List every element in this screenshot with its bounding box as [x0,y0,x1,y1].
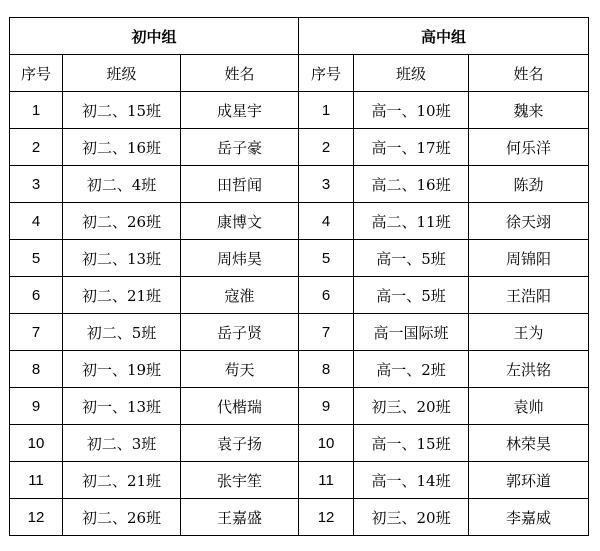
junior-no-cell: 8 [10,351,63,388]
senior-no-cell: 10 [299,425,354,462]
senior-name-cell: 林荣昊 [469,425,589,462]
junior-class-cell: 初二、4班 [63,166,181,203]
junior-name-cell: 成星宇 [181,92,299,129]
junior-name-cell: 代楷瑞 [181,388,299,425]
junior-class-cell: 初一、19班 [63,351,181,388]
senior-no-cell: 9 [299,388,354,425]
junior-group-title: 初中组 [10,18,299,55]
column-header-row [10,55,589,92]
junior-no-cell: 10 [10,425,63,462]
junior-name-cell: 袁子扬 [181,425,299,462]
senior-no-cell: 12 [299,499,354,536]
senior-header-name: 姓名 [469,55,589,92]
junior-name-cell: 王嘉盛 [181,499,299,536]
junior-class-cell: 初二、21班 [63,462,181,499]
roster-body [10,18,589,536]
junior-name-cell: 周炜昊 [181,240,299,277]
senior-name-cell: 王浩阳 [469,277,589,314]
junior-no-cell: 3 [10,166,63,203]
senior-class-cell: 高一、17班 [354,129,469,166]
senior-name-cell: 徐天翊 [469,203,589,240]
senior-class-cell: 高一国际班 [354,314,469,351]
junior-name-cell: 康博文 [181,203,299,240]
senior-class-cell: 高一、2班 [354,351,469,388]
senior-name-cell: 郭环道 [469,462,589,499]
junior-class-cell: 初二、13班 [63,240,181,277]
table-row [10,388,589,425]
junior-class-cell: 初二、3班 [63,425,181,462]
group-title-row [10,18,589,55]
senior-no-cell: 3 [299,166,354,203]
table-row [10,314,589,351]
senior-name-cell: 何乐洋 [469,129,589,166]
junior-no-cell: 6 [10,277,63,314]
table-row [10,462,589,499]
senior-class-cell: 高一、14班 [354,462,469,499]
junior-no-cell: 4 [10,203,63,240]
junior-no-cell: 7 [10,314,63,351]
table-row [10,499,589,536]
senior-class-cell: 高一、10班 [354,92,469,129]
junior-name-cell: 田哲闻 [181,166,299,203]
senior-no-cell: 11 [299,462,354,499]
junior-no-cell: 9 [10,388,63,425]
table-row [10,166,589,203]
senior-name-cell: 周锦阳 [469,240,589,277]
junior-no-cell: 12 [10,499,63,536]
senior-class-cell: 高一、5班 [354,240,469,277]
table-row [10,277,589,314]
senior-no-cell: 7 [299,314,354,351]
table-row [10,240,589,277]
senior-class-cell: 高一、15班 [354,425,469,462]
junior-class-cell: 初二、26班 [63,203,181,240]
senior-no-cell: 5 [299,240,354,277]
junior-class-cell: 初二、5班 [63,314,181,351]
senior-name-cell: 陈劲 [469,166,589,203]
senior-name-cell: 李嘉威 [469,499,589,536]
junior-name-cell: 寇淮 [181,277,299,314]
table-row [10,203,589,240]
table-row [10,425,589,462]
senior-class-cell: 初三、20班 [354,388,469,425]
senior-class-cell: 高二、11班 [354,203,469,240]
junior-no-cell: 11 [10,462,63,499]
senior-no-cell: 8 [299,351,354,388]
roster-table [9,17,589,536]
senior-header-no: 序号 [299,55,354,92]
junior-no-cell: 2 [10,129,63,166]
senior-name-cell: 王为 [469,314,589,351]
senior-name-cell: 左洪铭 [469,351,589,388]
junior-name-cell: 岳子贤 [181,314,299,351]
senior-no-cell: 1 [299,92,354,129]
junior-class-cell: 初二、16班 [63,129,181,166]
table-row [10,92,589,129]
junior-class-cell: 初一、13班 [63,388,181,425]
junior-header-name: 姓名 [181,55,299,92]
senior-class-cell: 高一、5班 [354,277,469,314]
senior-class-cell: 初三、20班 [354,499,469,536]
junior-name-cell: 张宇笙 [181,462,299,499]
senior-no-cell: 2 [299,129,354,166]
junior-name-cell: 苟天 [181,351,299,388]
junior-class-cell: 初二、21班 [63,277,181,314]
junior-class-cell: 初二、15班 [63,92,181,129]
junior-header-no: 序号 [10,55,63,92]
senior-header-class: 班级 [354,55,469,92]
junior-class-cell: 初二、26班 [63,499,181,536]
table-row [10,129,589,166]
junior-no-cell: 1 [10,92,63,129]
senior-name-cell: 魏来 [469,92,589,129]
junior-header-class: 班级 [63,55,181,92]
senior-class-cell: 高二、16班 [354,166,469,203]
senior-no-cell: 6 [299,277,354,314]
table-row [10,351,589,388]
junior-no-cell: 5 [10,240,63,277]
junior-name-cell: 岳子豪 [181,129,299,166]
senior-group-title: 高中组 [299,18,589,55]
senior-no-cell: 4 [299,203,354,240]
senior-name-cell: 袁帅 [469,388,589,425]
